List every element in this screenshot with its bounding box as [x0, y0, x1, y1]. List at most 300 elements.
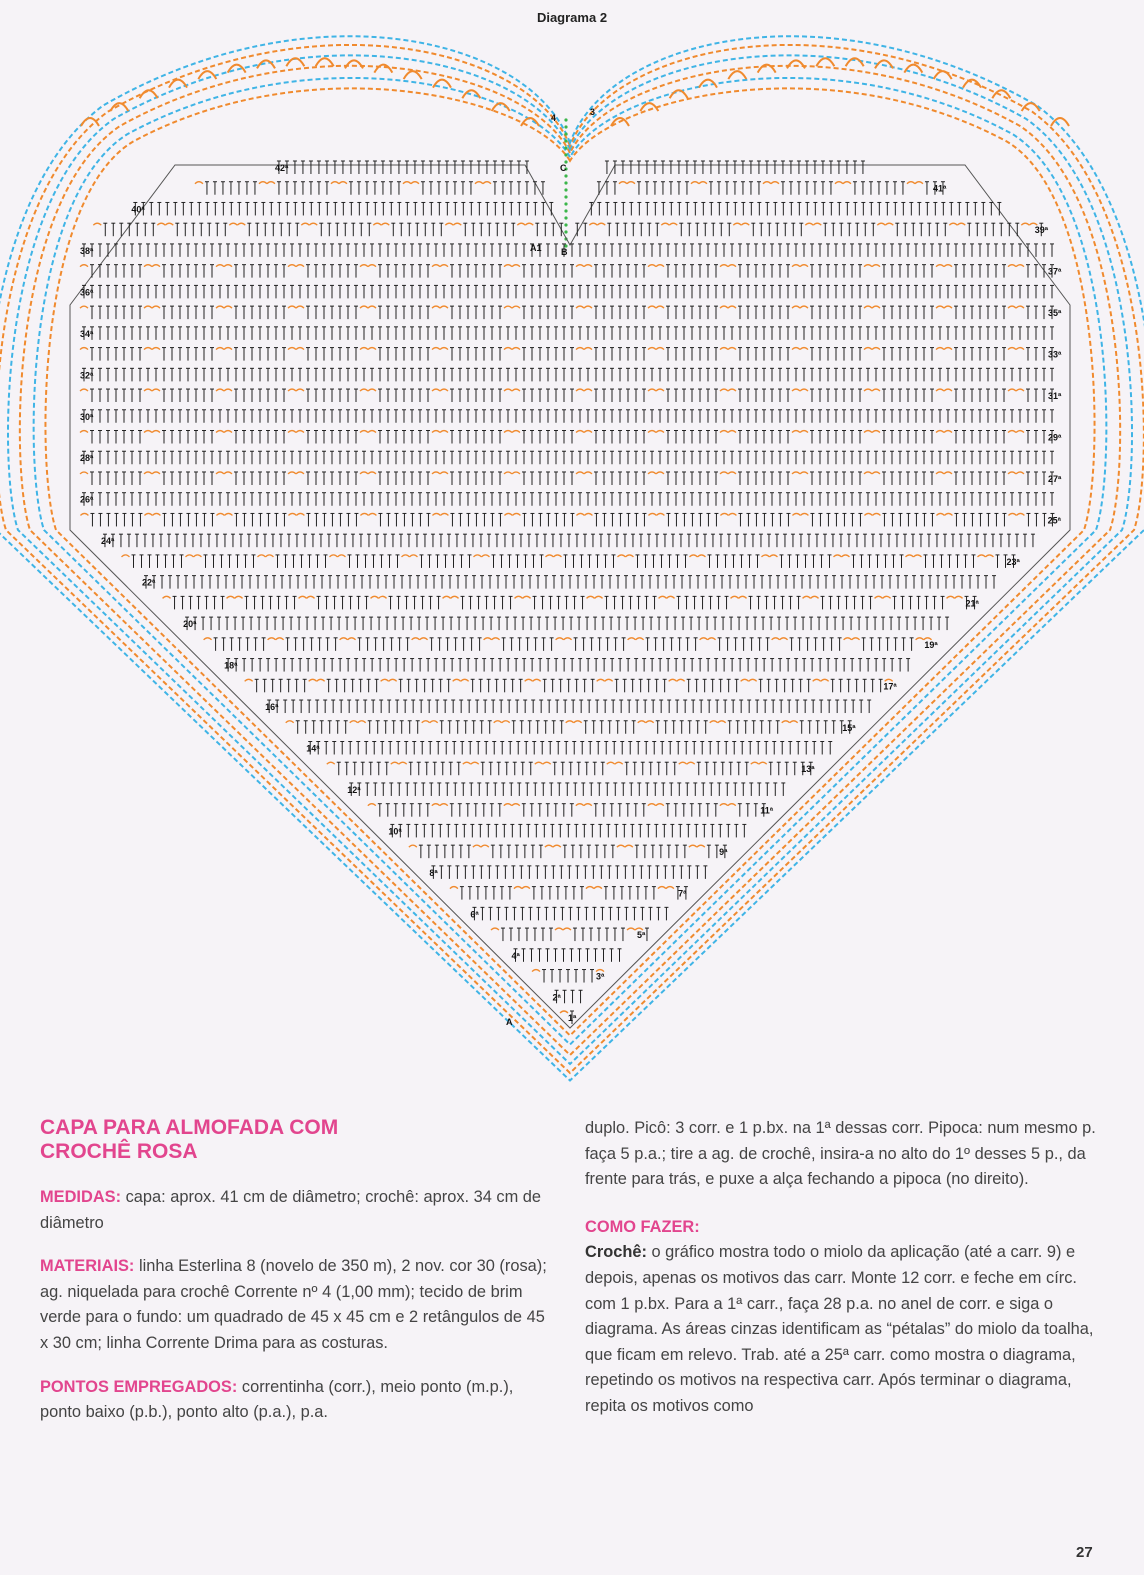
chain-stitch — [656, 472, 664, 474]
picot — [816, 58, 834, 66]
chain-stitch — [432, 472, 440, 474]
chain-stitch — [463, 762, 471, 764]
chain-stitch — [235, 596, 243, 598]
picot — [728, 71, 746, 79]
stitch-row — [513, 949, 621, 962]
stitch-row — [144, 576, 996, 589]
chain-stitch — [512, 513, 520, 515]
chain-stitch — [944, 431, 952, 433]
chain-stitch — [327, 762, 335, 764]
chain-stitch — [563, 928, 571, 930]
chain-stitch — [224, 513, 232, 515]
chain-stitch — [360, 472, 368, 474]
center-stitch — [564, 132, 567, 135]
chain-stitch — [617, 845, 625, 847]
chain-stitch — [556, 638, 564, 640]
chain-stitch — [299, 596, 307, 598]
center-stitch — [564, 174, 567, 177]
center-stitch — [564, 153, 567, 156]
chain-stitch — [504, 472, 512, 474]
center-stitch — [564, 146, 567, 149]
chain-stitch — [368, 348, 376, 350]
stitch-row — [390, 824, 746, 837]
chain-stitch — [576, 804, 584, 806]
diagram-title: Diagrama 2 — [536, 10, 608, 25]
chain-stitch — [515, 596, 523, 598]
chain-stitch — [584, 431, 592, 433]
chain-stitch — [821, 679, 829, 681]
chain-stitch — [761, 555, 769, 557]
chain-stitch — [792, 431, 800, 433]
chain-stitch — [440, 348, 448, 350]
chain-stitch — [1016, 389, 1024, 391]
chain-stitch — [597, 679, 605, 681]
stitch-row — [491, 928, 649, 941]
chain-stitch — [936, 472, 944, 474]
chain-stitch — [844, 638, 852, 640]
chain-stitch — [584, 513, 592, 515]
center-stitch — [564, 125, 567, 128]
stitch-row — [472, 907, 668, 920]
chain-stitch — [792, 348, 800, 350]
picot — [110, 103, 128, 111]
chain-stitch — [358, 721, 366, 723]
stitch-row — [82, 368, 1054, 381]
chain-stitch — [659, 596, 667, 598]
chain-stitch — [296, 389, 304, 391]
chain-stitch — [625, 845, 633, 847]
chain-stitch — [412, 638, 420, 640]
chain-stitch — [216, 431, 224, 433]
chain-stitch — [307, 596, 315, 598]
chain-stitch — [348, 638, 356, 640]
chain-stitch — [443, 596, 451, 598]
chain-stitch — [504, 389, 512, 391]
center-stitch — [564, 181, 567, 184]
stitch-row — [163, 596, 977, 609]
chain-stitch — [1008, 431, 1016, 433]
chain-stitch — [432, 348, 440, 350]
stitch-row — [409, 845, 727, 858]
picot — [1051, 118, 1069, 126]
chain-stitch — [677, 679, 685, 681]
chain-stitch — [430, 721, 438, 723]
chain-stitch — [152, 348, 160, 350]
picot — [670, 90, 688, 98]
chain-stitch — [566, 721, 574, 723]
center-stitch — [564, 118, 567, 121]
chain-stitch — [648, 472, 656, 474]
chain-stitch — [1016, 513, 1024, 515]
stitch-row — [368, 804, 766, 817]
chain-stitch — [772, 638, 780, 640]
chain-stitch — [656, 431, 664, 433]
chain-stitch — [792, 513, 800, 515]
chain-stitch — [697, 555, 705, 557]
chain-stitch — [720, 513, 728, 515]
chain-stitch — [720, 431, 728, 433]
chain-stitch — [944, 389, 952, 391]
chain-stitch — [595, 596, 603, 598]
border-ring — [0, 45, 1144, 1073]
picot — [787, 60, 805, 68]
chain-stitch — [432, 431, 440, 433]
chain-stitch — [648, 513, 656, 515]
stitch-row — [80, 472, 1054, 485]
chain-stitch — [152, 431, 160, 433]
border-ring — [20, 66, 1120, 1055]
chain-stitch — [216, 389, 224, 391]
picot — [1022, 103, 1040, 111]
chain-stitch — [883, 596, 891, 598]
chain-stitch — [512, 431, 520, 433]
chain-stitch — [560, 1011, 568, 1013]
chain-stitch — [514, 887, 522, 889]
chain-stitch — [872, 389, 880, 391]
chain-stitch — [523, 596, 531, 598]
border-ring — [0, 36, 1144, 1080]
chain-stitch — [800, 513, 808, 515]
picot — [992, 90, 1010, 98]
chain-stitch — [553, 845, 561, 847]
chain-stitch — [309, 679, 317, 681]
chain-stitch — [481, 555, 489, 557]
chain-stitch — [708, 638, 716, 640]
chain-stitch — [728, 431, 736, 433]
chain-stitch — [491, 928, 499, 930]
chain-stitch — [947, 596, 955, 598]
chain-stitch — [739, 596, 747, 598]
stitch-row — [286, 721, 852, 734]
picot — [521, 118, 539, 126]
chain-stitch — [576, 389, 584, 391]
chain-stitch — [1016, 431, 1024, 433]
chain-stitch — [872, 431, 880, 433]
chain-stitch — [381, 679, 389, 681]
chain-stitch — [985, 555, 993, 557]
chain-stitch — [944, 513, 952, 515]
stitch-row — [308, 741, 832, 754]
chain-stitch — [80, 431, 88, 433]
chain-stitch — [586, 887, 594, 889]
chain-stitch — [872, 472, 880, 474]
chain-stitch — [533, 679, 541, 681]
chain-stitch — [977, 555, 985, 557]
chain-stitch — [360, 513, 368, 515]
chain-stitch — [576, 431, 584, 433]
chain-stitch — [944, 472, 952, 474]
chain-stitch — [841, 555, 849, 557]
chain-stitch — [720, 804, 728, 806]
chain-stitch — [656, 389, 664, 391]
chain-stitch — [494, 721, 502, 723]
chain-stitch — [864, 472, 872, 474]
chain-stitch — [288, 472, 296, 474]
chain-stitch — [329, 555, 337, 557]
chain-stitch — [584, 389, 592, 391]
chain-stitch — [227, 596, 235, 598]
stitch-row — [80, 513, 1054, 526]
chain-stitch — [80, 389, 88, 391]
chain-stitch — [193, 555, 201, 557]
chain-stitch — [587, 596, 595, 598]
chain-stitch — [759, 762, 767, 764]
chain-stitch — [936, 389, 944, 391]
chain-stitch — [473, 845, 481, 847]
chain-stitch — [636, 638, 644, 640]
chain-stitch — [576, 472, 584, 474]
chain-stitch — [473, 555, 481, 557]
chain-stitch — [769, 555, 777, 557]
center-stitch — [564, 223, 567, 226]
chain-stitch — [512, 389, 520, 391]
chain-stitch — [955, 596, 963, 598]
chain-stitch — [80, 513, 88, 515]
chain-stitch — [648, 431, 656, 433]
chain-stitch — [648, 348, 656, 350]
chain-stitch — [800, 472, 808, 474]
chain-stitch — [144, 348, 152, 350]
chain-stitch — [440, 513, 448, 515]
chain-stitch — [337, 555, 345, 557]
chain-stitch — [481, 845, 489, 847]
chain-stitch — [471, 762, 479, 764]
chain-stitch — [864, 348, 872, 350]
chain-stitch — [440, 472, 448, 474]
chain-stitch — [790, 721, 798, 723]
picot — [963, 80, 981, 88]
chain-stitch — [803, 596, 811, 598]
chain-stitch — [152, 513, 160, 515]
chain-stitch — [584, 804, 592, 806]
chain-stitch — [936, 513, 944, 515]
center-stitch — [564, 202, 567, 205]
chain-stitch — [432, 513, 440, 515]
chain-stitch — [936, 348, 944, 350]
chain-stitch — [224, 389, 232, 391]
picot — [699, 80, 717, 88]
chain-stitch — [185, 555, 193, 557]
chain-stitch — [728, 389, 736, 391]
center-stitch — [564, 139, 567, 142]
chain-stitch — [800, 431, 808, 433]
chain-stitch — [432, 804, 440, 806]
chain-stitch — [224, 348, 232, 350]
chain-stitch — [144, 472, 152, 474]
chain-stitch — [121, 555, 129, 557]
chain-stitch — [216, 348, 224, 350]
chain-stitch — [224, 431, 232, 433]
picot — [345, 60, 363, 68]
chain-stitch — [461, 679, 469, 681]
chain-stitch — [288, 513, 296, 515]
chain-stitch — [144, 431, 152, 433]
chain-stitch — [625, 555, 633, 557]
chain-stitch — [389, 679, 397, 681]
chain-stitch — [833, 555, 841, 557]
chain-stitch — [80, 472, 88, 474]
stitch-row — [121, 555, 1015, 568]
chain-stitch — [391, 762, 399, 764]
stitch-row — [450, 887, 688, 900]
chain-stitch — [360, 389, 368, 391]
chain-stitch — [453, 679, 461, 681]
chain-stitch — [504, 348, 512, 350]
chain-stitch — [615, 762, 623, 764]
chain-stitch — [245, 679, 253, 681]
chain-stitch — [574, 721, 582, 723]
chain-stitch — [800, 389, 808, 391]
chain-stitch — [144, 389, 152, 391]
chain-stitch — [545, 555, 553, 557]
chain-stitch — [728, 804, 736, 806]
chain-stitch — [512, 804, 520, 806]
chain-stitch — [512, 348, 520, 350]
chain-stitch — [440, 431, 448, 433]
chain-stitch — [1016, 348, 1024, 350]
stitch-row — [80, 389, 1054, 402]
chain-stitch — [564, 638, 572, 640]
chain-stitch — [422, 721, 430, 723]
chain-stitch — [296, 348, 304, 350]
chain-stitch — [504, 804, 512, 806]
chain-stitch — [553, 555, 561, 557]
chain-stitch — [368, 513, 376, 515]
chain-stitch — [800, 348, 808, 350]
stitch-row — [80, 431, 1054, 444]
chain-stitch — [288, 389, 296, 391]
chain-stitch — [656, 804, 664, 806]
chain-stitch — [916, 638, 924, 640]
chain-stitch — [658, 887, 666, 889]
chain-stitch — [440, 804, 448, 806]
chain-stitch — [451, 596, 459, 598]
chain-stitch — [576, 513, 584, 515]
chain-stitch — [532, 970, 540, 972]
chain-stitch — [576, 348, 584, 350]
chain-stitch — [360, 431, 368, 433]
chain-stitch — [689, 555, 697, 557]
chain-stitch — [689, 845, 697, 847]
chain-stitch — [607, 762, 615, 764]
chain-stitch — [852, 638, 860, 640]
chain-stitch — [864, 513, 872, 515]
stitch-row — [204, 638, 932, 651]
chain-stitch — [875, 596, 883, 598]
chain-stitch — [216, 472, 224, 474]
center-stitch — [564, 216, 567, 219]
chain-stitch — [782, 721, 790, 723]
stitch-row — [327, 762, 813, 775]
picot — [81, 118, 99, 126]
chain-stitch — [409, 555, 417, 557]
chain-stitch — [720, 348, 728, 350]
chain-stitch — [648, 804, 656, 806]
chain-stitch — [741, 679, 749, 681]
chain-stitch — [420, 638, 428, 640]
chain-stitch — [864, 389, 872, 391]
stitch-row — [82, 451, 1054, 464]
chain-stitch — [265, 555, 273, 557]
chain-stitch — [627, 928, 635, 930]
chain-stitch — [296, 513, 304, 515]
chain-stitch — [813, 679, 821, 681]
chain-stitch — [944, 348, 952, 350]
chain-stitch — [666, 887, 674, 889]
chain-stitch — [1008, 348, 1016, 350]
chain-stitch — [792, 389, 800, 391]
chain-stitch — [697, 845, 705, 847]
chain-stitch — [432, 389, 440, 391]
chain-stitch — [268, 638, 276, 640]
chain-stitch — [594, 887, 602, 889]
chain-stitch — [340, 638, 348, 640]
chain-stitch — [276, 638, 284, 640]
chain-stitch — [720, 472, 728, 474]
chain-stitch — [605, 679, 613, 681]
chain-stitch — [368, 389, 376, 391]
chain-stitch — [617, 555, 625, 557]
chain-stitch — [1008, 513, 1016, 515]
chain-stitch — [204, 638, 212, 640]
chain-stitch — [872, 513, 880, 515]
chain-stitch — [450, 887, 458, 889]
chain-stitch — [360, 348, 368, 350]
chain-stitch — [718, 721, 726, 723]
chain-stitch — [905, 555, 913, 557]
stitch-row — [82, 410, 1054, 423]
chain-stitch — [700, 638, 708, 640]
chain-stitch — [368, 804, 376, 806]
chain-stitch — [317, 679, 325, 681]
chain-stitch — [913, 555, 921, 557]
stitch-row — [82, 327, 1054, 340]
chain-stitch — [368, 472, 376, 474]
chain-stitch — [409, 845, 417, 847]
chain-stitch — [543, 762, 551, 764]
chain-stitch — [296, 431, 304, 433]
center-stitch — [564, 195, 567, 198]
chain-stitch — [749, 679, 757, 681]
chain-stitch — [522, 887, 530, 889]
chain-stitch — [286, 721, 294, 723]
stitch-row — [185, 617, 949, 630]
chain-stitch — [751, 762, 759, 764]
chain-stitch — [80, 348, 88, 350]
chain-stitch — [512, 472, 520, 474]
chain-stitch — [502, 721, 510, 723]
chain-stitch — [648, 389, 656, 391]
stitch-row — [532, 970, 604, 983]
heart-stitch-rows — [80, 161, 1054, 1024]
chain-stitch — [504, 513, 512, 515]
chain-stitch — [545, 845, 553, 847]
chain-stitch — [584, 348, 592, 350]
center-stitch — [564, 209, 567, 212]
chain-stitch — [872, 348, 880, 350]
stitch-row — [267, 700, 871, 713]
chain-stitch — [710, 721, 718, 723]
stitch-row — [82, 493, 1054, 506]
stitch-row — [431, 866, 707, 879]
chain-stitch — [288, 431, 296, 433]
chain-stitch — [555, 928, 563, 930]
chain-stitch — [525, 679, 533, 681]
chain-stitch — [1008, 472, 1016, 474]
center-stitch — [564, 188, 567, 191]
chain-stitch — [224, 472, 232, 474]
chain-stitch — [401, 555, 409, 557]
